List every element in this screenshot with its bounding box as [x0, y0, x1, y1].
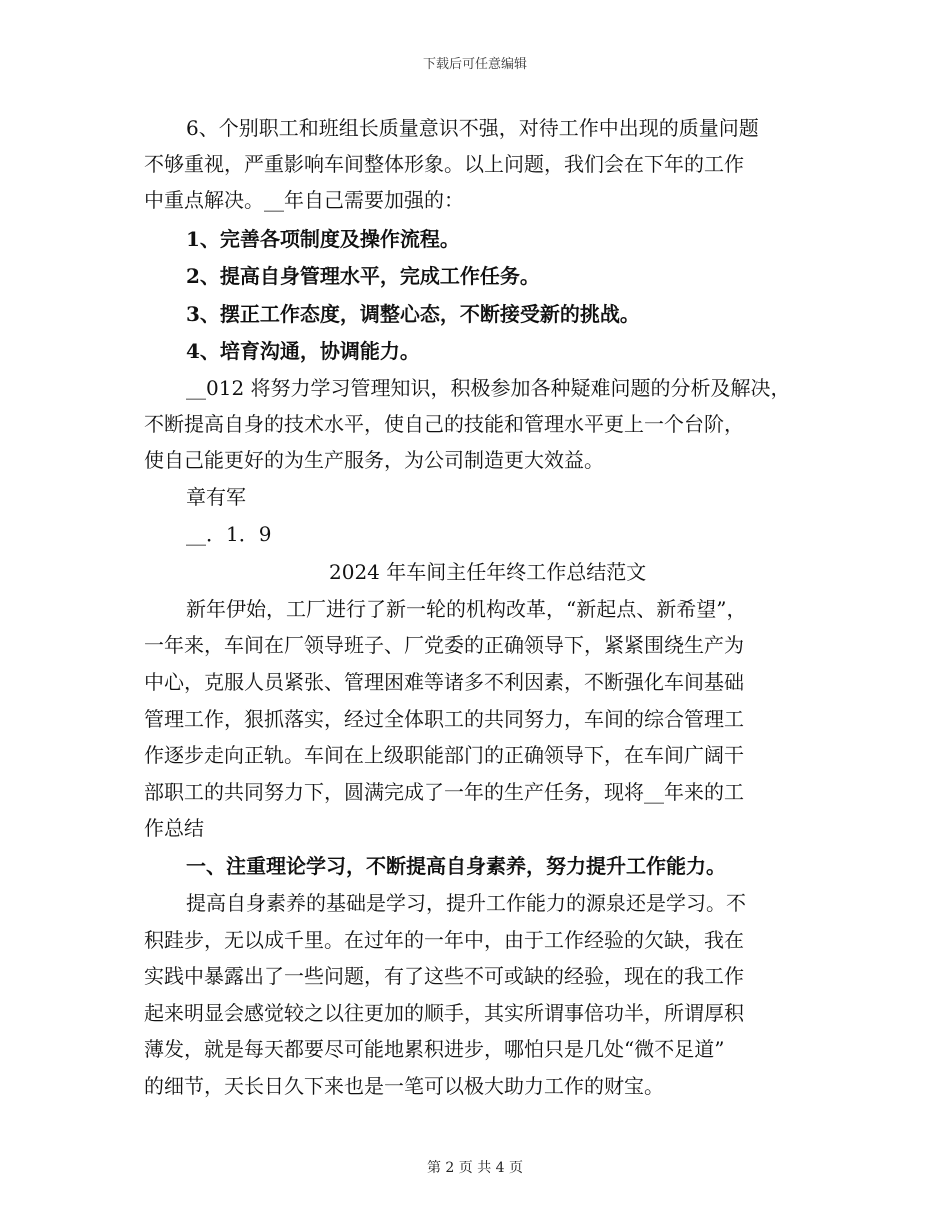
text-line: 2、提高自身管理水平，完成工作任务。	[186, 264, 540, 288]
text-line: 作逐步走向正轨。车间在上级职能部门的正确领导下，在车间广阔干	[144, 743, 744, 767]
page-header: 下载后可任意编辑	[422, 57, 527, 72]
text-line: 6、个别职工和班组长质量意识不强，对待工作中出现的质量问题	[186, 116, 759, 140]
text-line: 部职工的共同努力下，圆满完成了一年的生产任务，现将__年来的工	[144, 780, 744, 804]
text-line: 中心，克服人员紧张、管理困难等诸多不利因素，不断强化车间基础	[144, 670, 744, 694]
text-line: 章有军	[186, 485, 246, 509]
text-line: 一年来，车间在厂领导班子、厂党委的正确领导下，紧紧围绕生产为	[144, 633, 744, 657]
text-line: __．1．9	[186, 522, 272, 546]
text-line: 薄发，就是每天都要尽可能地累积进步，哪怕只是几处“微不足道”	[144, 1037, 725, 1061]
text-line: 作总结	[144, 816, 204, 840]
text-line: 提高自身素养的基础是学习，提升工作能力的源泉还是学习。不	[186, 891, 746, 915]
text-line: 实践中暴露出了一些问题，有了这些不可或缺的经验，现在的我工作	[144, 964, 744, 988]
text-line: 起来明显会感觉较之以往更加的顺手，其实所谓事倍功半，所谓厚积	[144, 1001, 744, 1025]
text-line: 积跬步，无以成千里。在过年的一年中，由于工作经验的欠缺，我在	[144, 928, 744, 952]
text-line: 一、注重理论学习，不断提高自身素养，努力提升工作能力。	[186, 854, 726, 878]
text-line: 使自己能更好的为生产服务，为公司制造更大效益。	[144, 448, 604, 472]
text-line: 4、培育沟通，协调能力。	[186, 339, 420, 363]
text-line: 中重点解决。__年自己需要加强的：	[144, 188, 464, 212]
page-footer: 第 2 页 共 4 页	[426, 1160, 524, 1176]
text-line: 2024 年车间主任年终工作总结范文	[329, 560, 647, 584]
text-line: 不够重视，严重影响车间整体形象。以上问题，我们会在下年的工作	[144, 152, 744, 176]
text-line: 的细节，天长日久下来也是一笔可以极大助力工作的财宝。	[144, 1074, 664, 1098]
text-line: 不断提高自身的技术水平，使自己的技能和管理水平更上一个台阶，	[144, 412, 744, 436]
text-line: 1、完善各项制度及操作流程。	[186, 227, 460, 251]
text-line: 新年伊始，工厂进行了新一轮的机构改革，“新起点、新希望”，	[186, 597, 747, 621]
text-line: 管理工作，狠抓落实，经过全体职工的共同努力，车间的综合管理工	[144, 707, 744, 731]
text-line: __012 将努力学习管理知识，积极参加各种疑难问题的分析及解决，	[186, 376, 791, 400]
text-line: 3、摆正工作态度，调整心态，不断接受新的挑战。	[186, 302, 640, 326]
